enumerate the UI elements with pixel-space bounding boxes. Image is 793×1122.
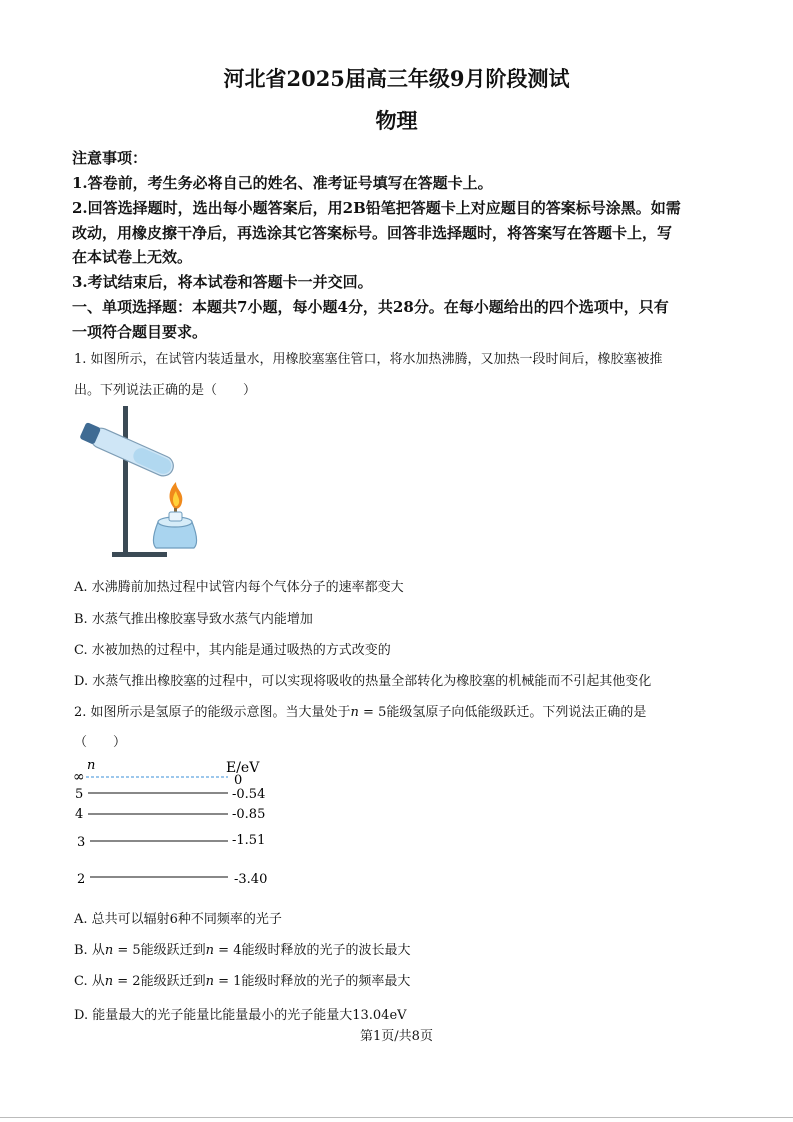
q2-option-a: A. 总共可以辐射6种不同频率的光子 (74, 912, 282, 927)
q1-option-b: B. 水蒸气推出橡胶塞导致水蒸气内能增加 (74, 612, 313, 627)
level-n-3: 3 (77, 835, 86, 850)
q1-option-a: A. 水沸腾前加热过程中试管内每个气体分子的速率都变大 (74, 580, 404, 595)
q1-stem-line-1: 1. 如图所示，在试管内装适量水，用橡胶塞塞住管口，将水加热沸腾，又加热一段时间后，橡胶塞被推 (74, 352, 663, 367)
level-n-4: 4 (75, 807, 84, 822)
q2-stem-line-2: （ ） (74, 735, 127, 750)
level-e-3: -1.51 (232, 833, 266, 848)
notice-heading: 注意事项： (72, 149, 148, 167)
section-1-heading-line-2: 一项符合题目要求。 (72, 323, 208, 341)
page-bottom-divider (0, 1117, 793, 1118)
notice-item-1: 1.答卷前，考生务必将自己的姓名、准考证号填写在答题卡上。 (72, 174, 493, 192)
axis-n-label: n (87, 758, 96, 773)
level-e-4: -0.85 (232, 807, 266, 822)
q1-stem-line-2: 出。下列说法正确的是（ ） (74, 383, 257, 398)
level-n-inf: ∞ (73, 769, 85, 785)
q1-option-c: C. 水被加热的过程中，其内能是通过吸热的方式改变的 (74, 643, 391, 658)
q2-stem-line-1: 2. 如图所示是氢原子的能级示意图。当大量处于n = 5能级氢原子向低能级跃迁。下列说法正确的是 (74, 705, 647, 720)
level-e-5: -0.54 (232, 787, 266, 802)
notice-item-2-line-2: 改动，用橡皮擦干净后，再选涂其它答案标号。回答非选择题时，将答案写在答题卡上，写 (72, 224, 673, 242)
level-n-2: 2 (77, 872, 86, 887)
q1-option-d: D. 水蒸气推出橡胶塞的过程中，可以实现将吸收的热量全部转化为橡胶塞的机械能而不引起其他变化 (74, 674, 652, 689)
stand-base (112, 552, 167, 557)
notice-item-2-line-3: 在本试卷上无效。 (72, 248, 193, 266)
q2-option-d: D. 能量最大的光子能量比能量最小的光子能量大13.04eV (74, 1008, 407, 1023)
subject-title: 物理 (375, 108, 418, 133)
q2-option-b: B. 从n = 5能级跃迁到n = 4能级时释放的光子的波长最大 (74, 943, 411, 958)
notice-item-3: 3.考试结束后，将本试卷和答题卡一并交回。 (72, 273, 373, 291)
axis-e-label: E/eV (226, 760, 260, 776)
stand-rod (123, 406, 128, 556)
q2-option-c: C. 从n = 2能级跃迁到n = 1能级时释放的光子的频率最大 (74, 974, 411, 989)
level-e-inf: 0 (234, 773, 243, 788)
level-e-2: -3.40 (234, 872, 268, 887)
section-1-heading-line-1: 一、单项选择题：本题共7小题，每小题4分，共28分。在每小题给出的四个选项中，只有 (72, 298, 669, 316)
q1-test-tube-illustration (70, 402, 200, 564)
page-title: 河北省2025届高三年级9月阶段测试 (223, 66, 570, 91)
notice-item-2-line-1: 2.回答选择题时，选出每小题答案后，用2B铅笔把答题卡上对应题目的答案标号涂黑。如需 (72, 199, 681, 217)
page-footer: 第1页/共8页 (360, 1029, 433, 1044)
level-n-5: 5 (75, 787, 84, 802)
energy-level-diagram (70, 756, 280, 888)
